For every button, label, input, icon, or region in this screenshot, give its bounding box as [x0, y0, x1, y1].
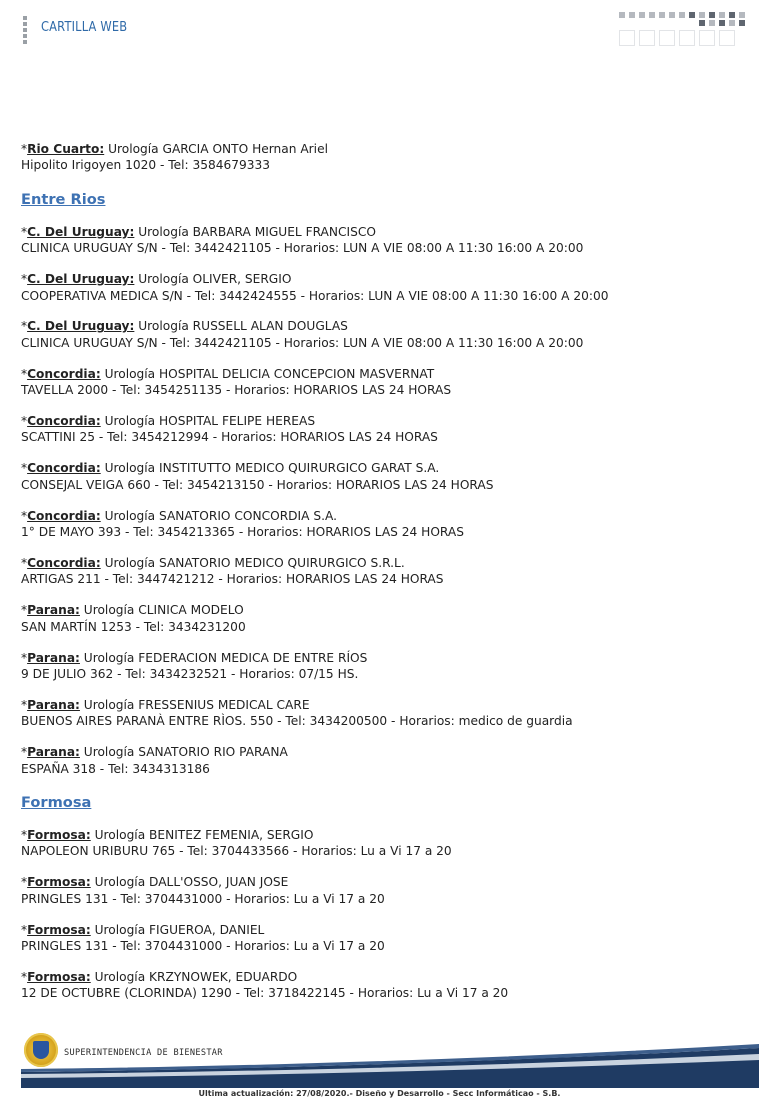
- entry-name: Urología SANATORIO MEDICO QUIRURGICO S.R.L.: [100, 556, 405, 570]
- provider-entry: *Concordia: Urología INSTITUTTO MEDICO QUIRURGICO GARAT S.A. CONSEJAL VEIGA 660 - Tel: 3454213150 - Horarios: HORARIOS LAS 24 HORAS: [21, 461, 494, 492]
- entry-name: Urología GARCIA ONTO Hernan Ariel: [104, 142, 328, 156]
- pattern-square: [739, 20, 745, 26]
- provider-entry: *Concordia: Urología SANATORIO MEDICO QUIRURGICO S.R.L. ARTIGAS 211 - Tel: 3447421212 - Horarios: HORARIOS LAS 24 HORAS: [21, 556, 444, 587]
- entry-address: ESPAÑA 318 - Tel: 3434313186: [21, 761, 210, 776]
- provider-entry: *Concordia: Urología SANATORIO CONCORDIA S.A. 1° DE MAYO 393 - Tel: 3454213365 - Horarios: HORARIOS LAS 24 HORAS: [21, 508, 464, 540]
- entry-name: Urología BENITEZ FEMENIA, SERGIO: [90, 828, 314, 843]
- entry-name: Urología FEDERACION MEDICA DE ENTRE RÍOS: [79, 650, 368, 665]
- provider-list: [21, 141, 741, 1016]
- entry-name: Urología SANATORIO RIO PARANA: [79, 745, 288, 760]
- pattern-square: [699, 12, 705, 18]
- entry-location: Concordia:: [27, 414, 101, 429]
- entry-location: Parana:: [27, 745, 80, 760]
- pattern-box: [659, 30, 675, 46]
- pattern-box: [719, 30, 735, 46]
- entry-name: Urología CLINICA MODELO: [79, 603, 244, 618]
- last-update: Ultima actualización: 27/08/2020.- Diseño y Desarrollo - Secc Informáticao - S.B.: [198, 1089, 561, 1098]
- entry-name: Urología OLIVER, SERGIO: [134, 272, 292, 287]
- provider-entry: *Parana: Urología FRESSENIUS MEDICAL CARE BUENOS AIRES PARANÀ ENTRE RÌOS. 550 - Tel: 3434200500 - Horarios: medico de guardia: [21, 697, 573, 729]
- entry-name: Urología HOSPITAL FELIPE HEREAS: [100, 414, 316, 429]
- pattern-square: [719, 20, 725, 26]
- entry-location: C. Del Uruguay:: [27, 224, 135, 239]
- pattern-square: [659, 12, 665, 18]
- pattern-square: [729, 20, 735, 26]
- provider-entry: *Formosa: Urología BENITEZ FEMENIA, SERGIO NAPOLEON URIBURU 765 - Tel: 3704433566 - Horarios: Lu a Vi 17 a 20: [21, 828, 452, 859]
- header-title: CARTILLA WEB: [41, 20, 128, 35]
- entry-location: Parana:: [27, 603, 80, 618]
- entry-location: Formosa:: [27, 970, 91, 984]
- entry-address: NAPOLEON URIBURU 765 - Tel: 3704433566 - Horarios: Lu a Vi 17 a 20: [21, 844, 452, 859]
- entry-name: Urología RUSSELL ALAN DOUGLAS: [134, 319, 348, 334]
- pattern-square: [719, 12, 725, 18]
- entry-name: Urología BARBARA MIGUEL FRANCISCO: [134, 224, 376, 239]
- provider-entry: *Formosa: Urología DALL'OSSO, JUAN JOSE PRINGLES 131 - Tel: 3704431000 - Horarios: Lu a Vi 17 a 20: [21, 875, 385, 906]
- org-name: SUPERINTENDENCIA DE BIENESTAR: [64, 1048, 223, 1058]
- pattern-square: [729, 12, 735, 18]
- entry-address: CONSEJAL VEIGA 660 - Tel: 3454213150 - Horarios: HORARIOS LAS 24 HORAS: [21, 477, 494, 492]
- pattern-square: [679, 12, 685, 18]
- provider-entry: *Formosa: Urología KRZYNOWEK, EDUARDO 12 DE OCTUBRE (CLORINDA) 1290 - Tel: 3718422145 - Horarios: Lu a Vi 17 a 20: [21, 970, 509, 1001]
- provider-entry: *C. Del Uruguay: Urología BARBARA MIGUEL FRANCISCO CLINICA URUGUAY S/N - Tel: 3442421105 - Horarios: LUN A VIE 08:00 A 11:30 16:00 A 20:00: [21, 224, 584, 256]
- header-bar-icon: [23, 16, 27, 46]
- entry-address: ARTIGAS 211 - Tel: 3447421212 - Horarios: HORARIOS LAS 24 HORAS: [21, 572, 444, 587]
- entry-address: CLINICA URUGUAY S/N - Tel: 3442421105 - Horarios: LUN A VIE 08:00 A 11:30 16:00 A 20:00: [21, 335, 584, 350]
- entry-address: PRINGLES 131 - Tel: 3704431000 - Horarios: Lu a Vi 17 a 20: [21, 891, 385, 906]
- entry-address: COOPERATIVA MEDICA S/N - Tel: 3442424555 - Horarios: LUN A VIE 08:00 A 11:30 16:00 A 20:00: [21, 288, 609, 303]
- header-pattern-icon: [619, 10, 749, 50]
- entry-address: SAN MARTÍN 1253 - Tel: 3434231200: [21, 619, 246, 634]
- page-header: [0, 0, 759, 60]
- entry-address: 12 DE OCTUBRE (CLORINDA) 1290 - Tel: 3718422145 - Horarios: Lu a Vi 17 a 20: [21, 986, 509, 1001]
- entry-name: Urología INSTITUTTO MEDICO QUIRURGICO GARAT S.A.: [100, 461, 440, 476]
- org-seal-icon: [24, 1033, 58, 1067]
- provider-entry: *Parana: Urología SANATORIO RIO PARANA ESPAÑA 318 - Tel: 3434313186: [21, 745, 288, 776]
- entry-address: PRINGLES 131 - Tel: 3704431000 - Horarios: Lu a Vi 17 a 20: [21, 939, 385, 954]
- entry-name: Urología DALL'OSSO, JUAN JOSE: [90, 875, 289, 890]
- provider-entry: *C. Del Uruguay: Urología RUSSELL ALAN DOUGLAS CLINICA URUGUAY S/N - Tel: 3442421105 - Horarios: LUN A VIE 08:00 A 11:30 16:00 A 20:00: [21, 319, 584, 350]
- entry-address: SCATTINI 25 - Tel: 3454212994 - Horarios: HORARIOS LAS 24 HORAS: [21, 430, 438, 445]
- entry-location: C. Del Uruguay:: [27, 272, 135, 287]
- entry-location: Concordia:: [27, 366, 101, 381]
- entry-location: Concordia:: [27, 508, 101, 523]
- entry-name: Urología SANATORIO CONCORDIA S.A.: [100, 508, 337, 523]
- entry-location: Rio Cuarto:: [27, 142, 105, 156]
- provider-entry: *Rio Cuarto: Urología GARCIA ONTO Hernan Ariel Hipolito Irigoyen 1020 - Tel: 3584679333: [21, 142, 328, 173]
- entry-address: TAVELLA 2000 - Tel: 3454251135 - Horarios: HORARIOS LAS 24 HORAS: [21, 383, 452, 398]
- entry-location: Formosa:: [27, 875, 91, 890]
- entry-name: Urología FIGUEROA, DANIEL: [90, 922, 265, 937]
- entry-address: BUENOS AIRES PARANÀ ENTRE RÌOS. 550 - Tel: 3434200500 - Horarios: medico de guardia: [21, 714, 573, 729]
- pattern-square: [709, 20, 715, 26]
- entry-location: Formosa:: [27, 922, 91, 937]
- provider-entry: *Concordia: Urología HOSPITAL DELICIA CONCEPCION MASVERNAT TAVELLA 2000 - Tel: 3454251135 - Horarios: HORARIOS LAS 24 HORAS: [21, 366, 452, 398]
- pattern-square: [689, 12, 695, 18]
- provider-entry: *Formosa: Urología FIGUEROA, DANIEL PRINGLES 131 - Tel: 3704431000 - Horarios: Lu a Vi 17 a 20: [21, 922, 385, 954]
- province-heading: Entre Rios: [21, 190, 106, 208]
- pattern-box: [619, 30, 635, 46]
- pattern-square: [629, 12, 635, 18]
- pattern-square: [709, 12, 715, 18]
- entry-location: Formosa:: [27, 828, 91, 843]
- entry-address: 9 DE JULIO 362 - Tel: 3434232521 - Horarios: 07/15 HS.: [21, 667, 359, 682]
- pattern-square: [619, 12, 625, 18]
- pattern-square: [739, 12, 745, 18]
- entry-name: Urología HOSPITAL DELICIA CONCEPCION MASVERNAT: [100, 366, 435, 381]
- pattern-square: [639, 12, 645, 18]
- pattern-square: [649, 12, 655, 18]
- entry-location: Parana:: [27, 697, 80, 712]
- entry-name: Urología KRZYNOWEK, EDUARDO: [90, 970, 298, 984]
- entry-location: Concordia:: [27, 461, 101, 476]
- entry-location: C. Del Uruguay:: [27, 319, 135, 334]
- pattern-square: [699, 20, 705, 26]
- entry-name: Urología FRESSENIUS MEDICAL CARE: [79, 697, 310, 712]
- entry-location: Parana:: [27, 650, 80, 665]
- provider-entry: *Parana: Urología FEDERACION MEDICA DE ENTRE RÍOS 9 DE JULIO 362 - Tel: 3434232521 - Horarios: 07/15 HS.: [21, 650, 368, 682]
- provider-entry: *Concordia: Urología HOSPITAL FELIPE HEREAS SCATTINI 25 - Tel: 3454212994 - Horarios: HORARIOS LAS 24 HORAS: [21, 414, 438, 445]
- page-footer: [0, 1028, 759, 1101]
- footer-wave-icon: [21, 1036, 759, 1088]
- pattern-box: [679, 30, 695, 46]
- pattern-box: [699, 30, 715, 46]
- entry-address: Hipolito Irigoyen 1020 - Tel: 3584679333: [21, 158, 271, 173]
- entry-address: 1° DE MAYO 393 - Tel: 3454213365 - Horarios: HORARIOS LAS 24 HORAS: [21, 525, 464, 540]
- provider-entry: *C. Del Uruguay: Urología OLIVER, SERGIO COOPERATIVA MEDICA S/N - Tel: 3442424555 - Horarios: LUN A VIE 08:00 A 11:30 16:00 A 20:00: [21, 272, 609, 303]
- provider-entry: *Parana: Urología CLINICA MODELO SAN MARTÍN 1253 - Tel: 3434231200: [21, 603, 246, 634]
- province-heading: Formosa: [21, 794, 92, 812]
- pattern-square: [669, 12, 675, 18]
- entry-address: CLINICA URUGUAY S/N - Tel: 3442421105 - Horarios: LUN A VIE 08:00 A 11:30 16:00 A 20:00: [21, 241, 584, 256]
- pattern-box: [639, 30, 655, 46]
- entry-location: Concordia:: [27, 556, 101, 570]
